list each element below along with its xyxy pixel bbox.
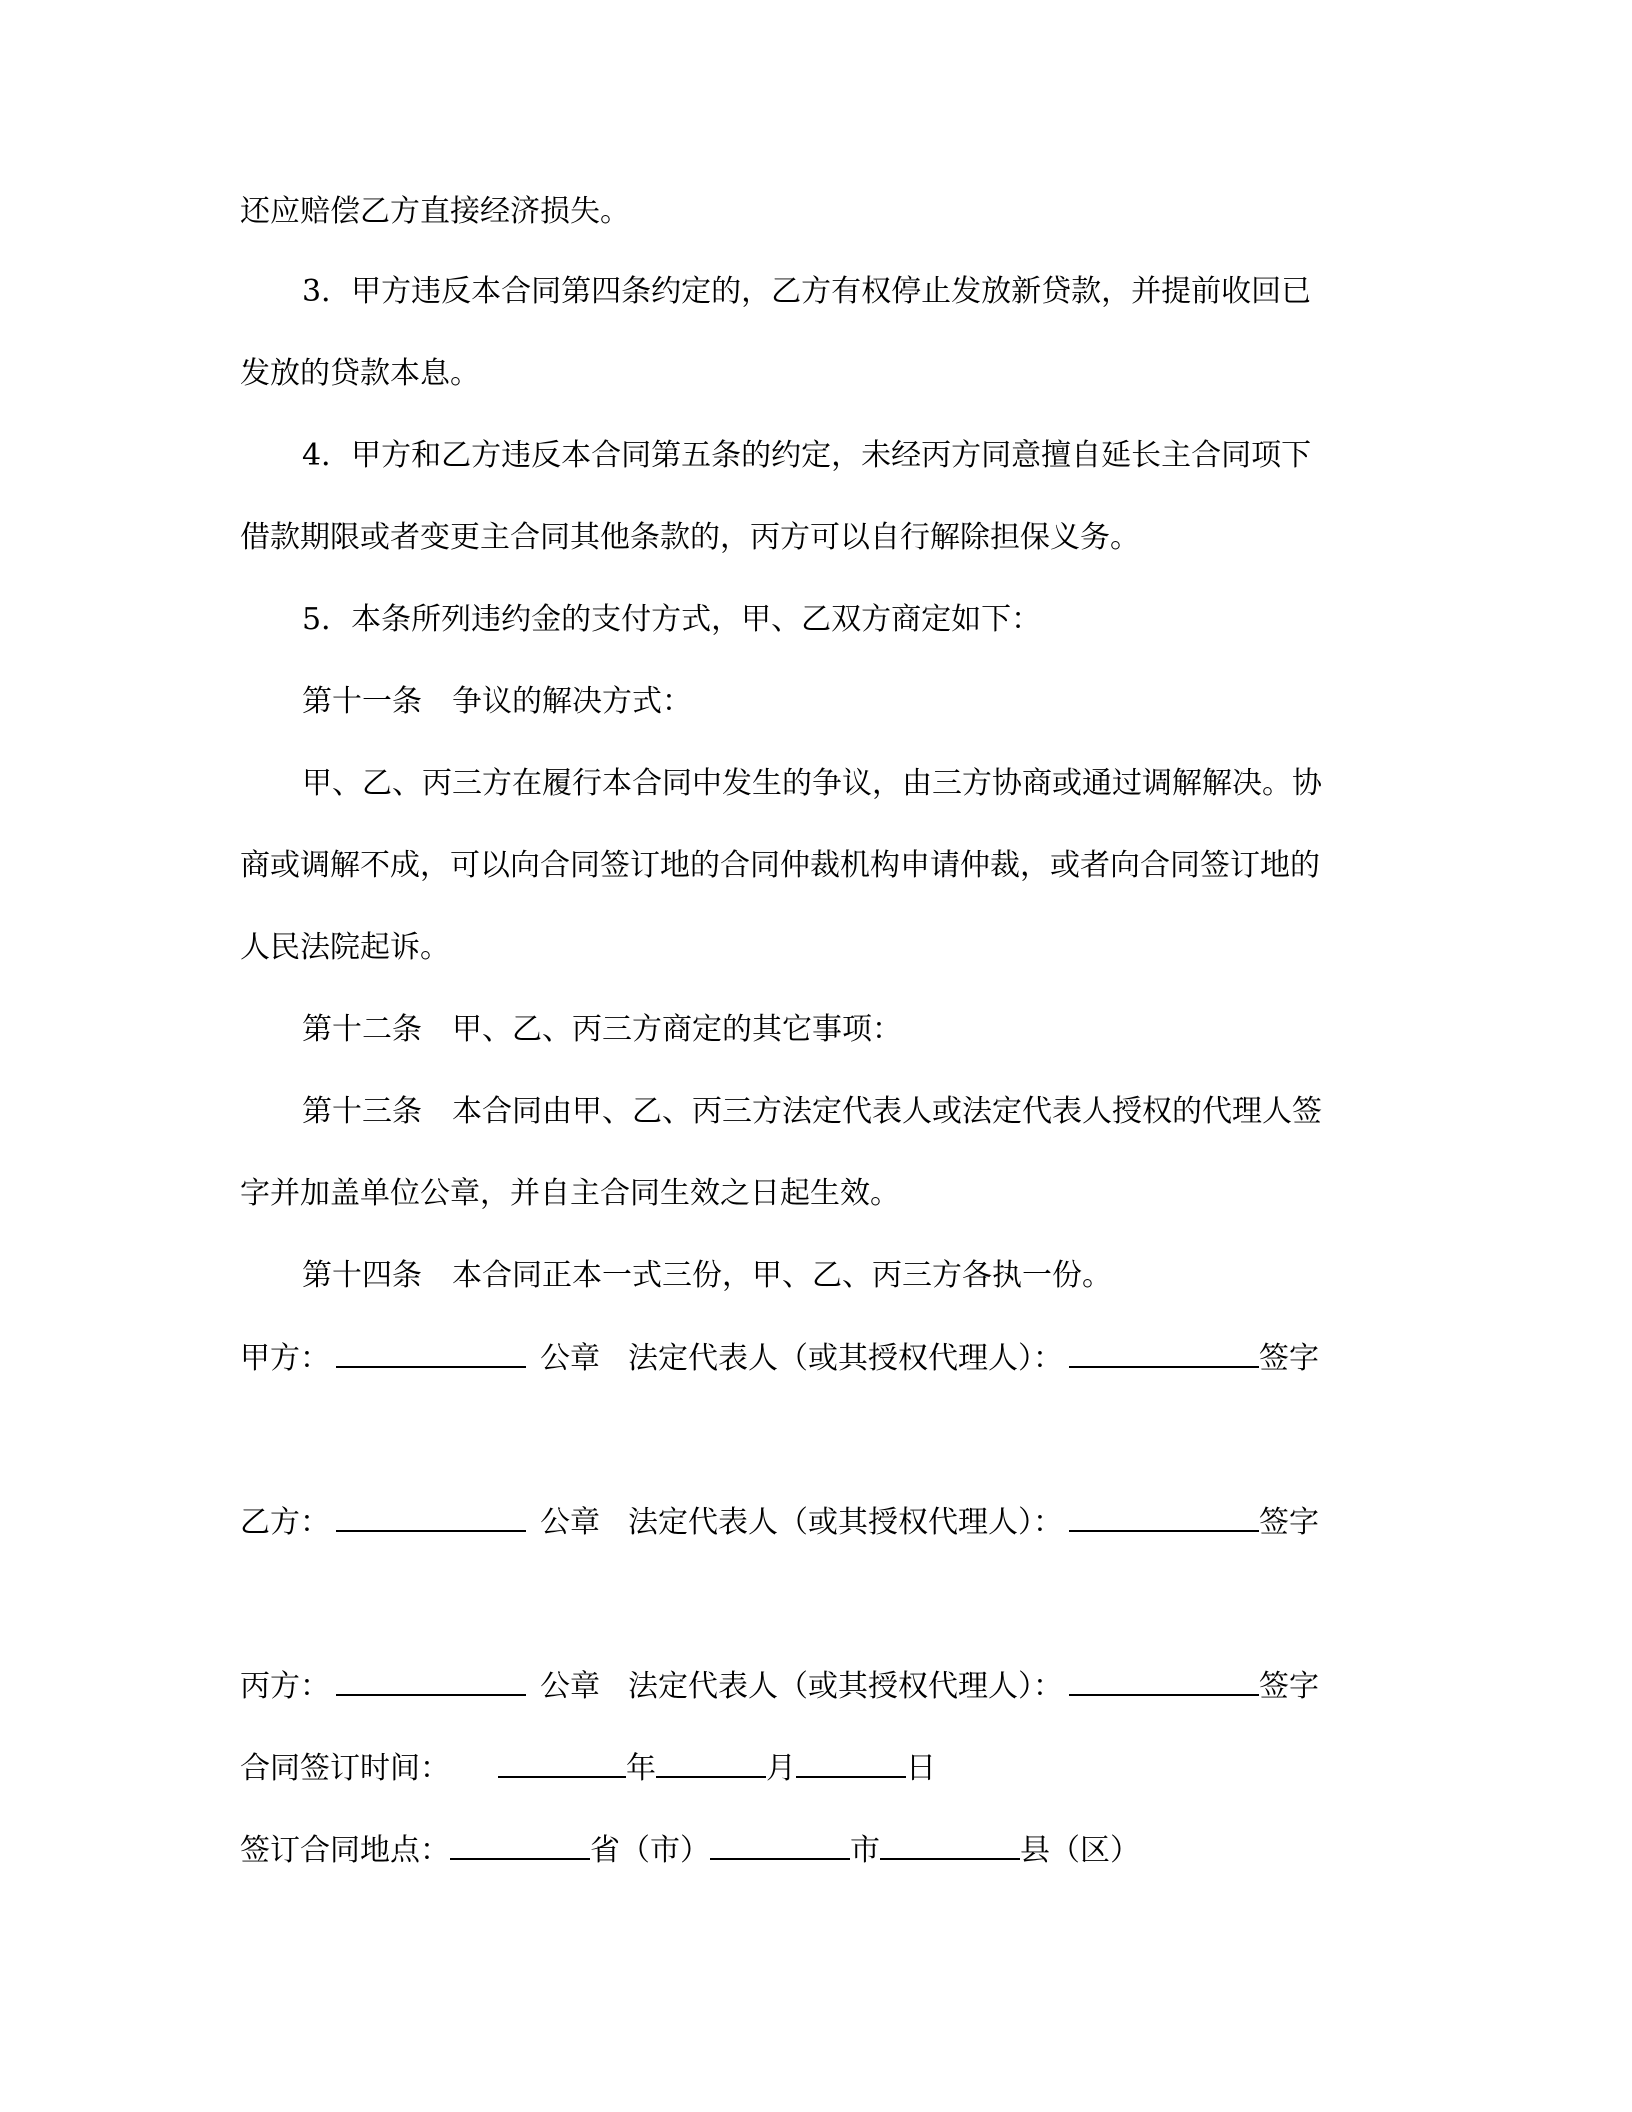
clause-4-line-1: 4．甲方和乙方违反本合同第五条的约定，未经丙方同意擅自延长主合同项下 bbox=[302, 438, 1312, 473]
article-11-line-3: 人民法院起诉。 bbox=[240, 930, 450, 965]
clause-5-line: 5．本条所列违约金的支付方式，甲、乙双方商定如下： bbox=[302, 602, 1042, 637]
paragraph-line: 还应赔偿乙方直接经济损失。 bbox=[240, 194, 630, 229]
sign-label: 签字 bbox=[1259, 1669, 1319, 1704]
city-label: 市 bbox=[850, 1833, 880, 1868]
article-11-heading: 第十一条 争议的解决方式： bbox=[302, 684, 692, 719]
county-label: 县（区） bbox=[1020, 1833, 1140, 1868]
sign-place-row bbox=[240, 1830, 1140, 1871]
sign-label: 签字 bbox=[1259, 1341, 1319, 1376]
day-blank[interactable] bbox=[796, 1748, 906, 1778]
article-13-line-1: 第十三条 本合同由甲、乙、丙三方法定代表人或法定代表人授权的代理人签 bbox=[302, 1094, 1322, 1129]
seal-label: 公章 bbox=[540, 1669, 600, 1704]
sign-date-label: 合同签订时间： bbox=[240, 1751, 450, 1786]
signature-row-party-c bbox=[240, 1666, 1319, 1707]
party-label: 乙方： bbox=[240, 1505, 330, 1540]
party-label: 甲方： bbox=[240, 1341, 330, 1376]
article-13-line-2: 字并加盖单位公章，并自主合同生效之日起生效。 bbox=[240, 1176, 900, 1211]
month-label: 月 bbox=[766, 1751, 796, 1786]
party-name-blank[interactable] bbox=[336, 1338, 526, 1368]
sign-place-label: 签订合同地点： bbox=[240, 1833, 450, 1868]
city-blank[interactable] bbox=[710, 1830, 850, 1860]
rep-signature-blank[interactable] bbox=[1069, 1338, 1259, 1368]
rep-signature-blank[interactable] bbox=[1069, 1502, 1259, 1532]
signature-row-party-a bbox=[240, 1338, 1319, 1379]
seal-label: 公章 bbox=[540, 1341, 600, 1376]
clause-4-line-2: 借款期限或者变更主合同其他条款的，丙方可以自行解除担保义务。 bbox=[240, 520, 1140, 555]
article-14-line: 第十四条 本合同正本一式三份，甲、乙、丙三方各执一份。 bbox=[302, 1258, 1112, 1293]
rep-signature-blank[interactable] bbox=[1069, 1666, 1259, 1696]
rep-label: 法定代表人（或其授权代理人）： bbox=[628, 1341, 1063, 1376]
article-11-line-2: 商或调解不成，可以向合同签订地的合同仲裁机构申请仲裁，或者向合同签订地的 bbox=[240, 848, 1320, 883]
rep-label: 法定代表人（或其授权代理人）： bbox=[628, 1669, 1063, 1704]
year-blank[interactable] bbox=[498, 1748, 626, 1778]
party-name-blank[interactable] bbox=[336, 1502, 526, 1532]
clause-3-line-1: 3．甲方违反本合同第四条约定的，乙方有权停止发放新贷款，并提前收回已 bbox=[302, 274, 1312, 309]
county-blank[interactable] bbox=[880, 1830, 1020, 1860]
day-label: 日 bbox=[906, 1751, 936, 1786]
party-label: 丙方： bbox=[240, 1669, 330, 1704]
clause-3-line-2: 发放的贷款本息。 bbox=[240, 356, 480, 391]
rep-label: 法定代表人（或其授权代理人）： bbox=[628, 1505, 1063, 1540]
seal-label: 公章 bbox=[540, 1505, 600, 1540]
party-name-blank[interactable] bbox=[336, 1666, 526, 1696]
article-11-line-1: 甲、乙、丙三方在履行本合同中发生的争议，由三方协商或通过调解解决。协 bbox=[302, 766, 1322, 801]
article-12-line: 第十二条 甲、乙、丙三方商定的其它事项： bbox=[302, 1012, 902, 1047]
year-label: 年 bbox=[626, 1751, 656, 1786]
month-blank[interactable] bbox=[656, 1748, 766, 1778]
province-label: 省（市） bbox=[590, 1833, 710, 1868]
province-blank[interactable] bbox=[450, 1830, 590, 1860]
sign-label: 签字 bbox=[1259, 1505, 1319, 1540]
sign-date-row bbox=[240, 1748, 936, 1789]
signature-row-party-b bbox=[240, 1502, 1319, 1543]
